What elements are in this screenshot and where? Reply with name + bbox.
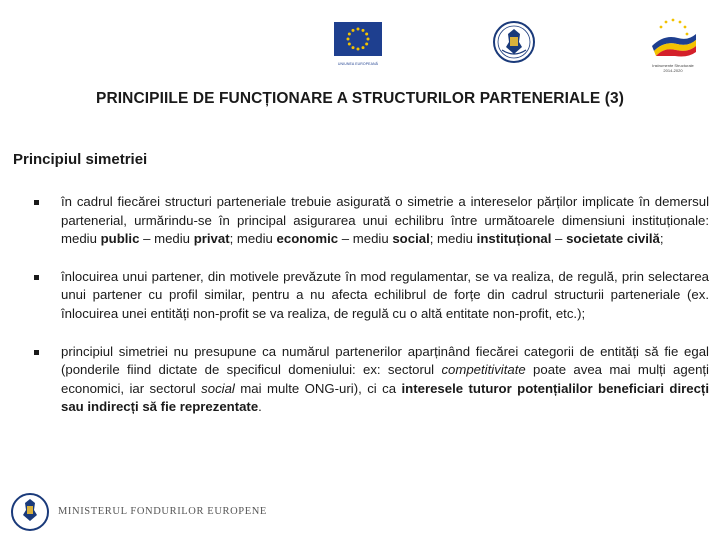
eu-star-icon <box>352 46 355 49</box>
page-title: PRINCIPIILE DE FUNCȚIONARE A STRUCTURILOR PARTENERIALE (3) <box>96 90 624 107</box>
bold-term: economic <box>276 231 339 247</box>
eu-star-icon <box>362 46 365 49</box>
bullet-item-2 <box>33 268 709 324</box>
eu-caption: UNIUNEA EUROPEANĂ <box>337 62 379 66</box>
eu-star-icon <box>367 38 370 41</box>
bullet-list <box>33 193 709 417</box>
bullet-text: . <box>258 399 262 415</box>
italic-term: social <box>201 380 235 396</box>
bullet-item-1 <box>33 193 709 249</box>
square-bullet-icon <box>34 275 39 280</box>
eu-star-icon <box>347 38 350 41</box>
government-logo <box>492 20 536 66</box>
ministry-name: MINISTERUL FONDURILOR EUROPENE <box>58 506 267 517</box>
square-bullet-icon <box>34 200 39 205</box>
square-bullet-icon <box>34 350 39 355</box>
bold-term: social <box>392 231 430 247</box>
bold-term: public <box>100 231 140 247</box>
bullet-text: ; mediu <box>429 231 477 247</box>
is-caption-years: 2014-2020 <box>663 68 683 73</box>
italic-term: competitivitate <box>441 362 526 378</box>
is-caption-title: Instrumente Structurale <box>652 63 694 68</box>
bullet-text: înlocuirea unui partener, din motivele prevăzute în mod regulamentar, se va realiza, de regulă, prin selectarea unui partener cu profil similar, pentru a nu afecta echilibrul de forțe din cadrul structurii parteneriale (ex. înlocuirea unei entități non-profit se va realiza, de regulă cu o altă entitate non-profit, etc.); <box>61 268 709 321</box>
bold-term: interesele tuturor potențialilor beneficiari direcți sau indirecți să fie reprezentate <box>61 380 709 415</box>
eu-star-icon <box>365 33 368 36</box>
eu-logo <box>334 22 382 66</box>
eu-star-icon <box>348 43 351 46</box>
bullet-text: principiul simetriei nu presupune ca numărul partenerilor aparținând fiecărei categorii de entități să fie egal (ponderile fiind dictate de specificul domeniului: ex: sectorul <box>61 343 709 378</box>
bullet-text: – <box>551 231 567 247</box>
ministry-crest-icon <box>10 490 50 534</box>
logo-bar <box>0 0 720 80</box>
bullet-text: – mediu <box>139 231 194 247</box>
eu-star-icon <box>348 33 351 36</box>
bold-term: instituțional <box>476 231 552 247</box>
government-crest-icon <box>492 20 536 66</box>
section-subtitle: Principiul simetriei <box>13 151 148 168</box>
eu-flag-icon <box>334 22 382 56</box>
structural-instruments-logo <box>644 16 702 74</box>
bullet-text: poate avea mai mulți agenți economici, iar sectorul <box>61 362 709 396</box>
eu-star-icon <box>357 48 360 51</box>
bullet-text: ; mediu <box>229 231 277 247</box>
bullet-text: în cadrul fiecărei structuri parteneriale trebuie asigurată o simetrie a intereselor părților implicate în demersul partenerial, urmărindu-se în principal asigurarea unui echilibru între următoarele dimensiuni instituționale: mediu <box>61 194 709 247</box>
bold-term: societate civilă <box>566 231 660 247</box>
bold-term: privat <box>193 231 230 247</box>
eu-star-icon <box>357 28 360 31</box>
bullet-text: mai multe ONG-uri), ci ca <box>234 380 402 396</box>
bullet-item-3 <box>33 343 709 417</box>
eu-star-icon <box>365 43 368 46</box>
structural-instruments-icon <box>644 16 702 58</box>
bullet-text: – mediu <box>338 231 393 247</box>
eu-star-icon <box>362 29 365 32</box>
footer <box>10 490 270 534</box>
bullet-text: ; <box>659 231 664 247</box>
eu-star-icon <box>352 29 355 32</box>
